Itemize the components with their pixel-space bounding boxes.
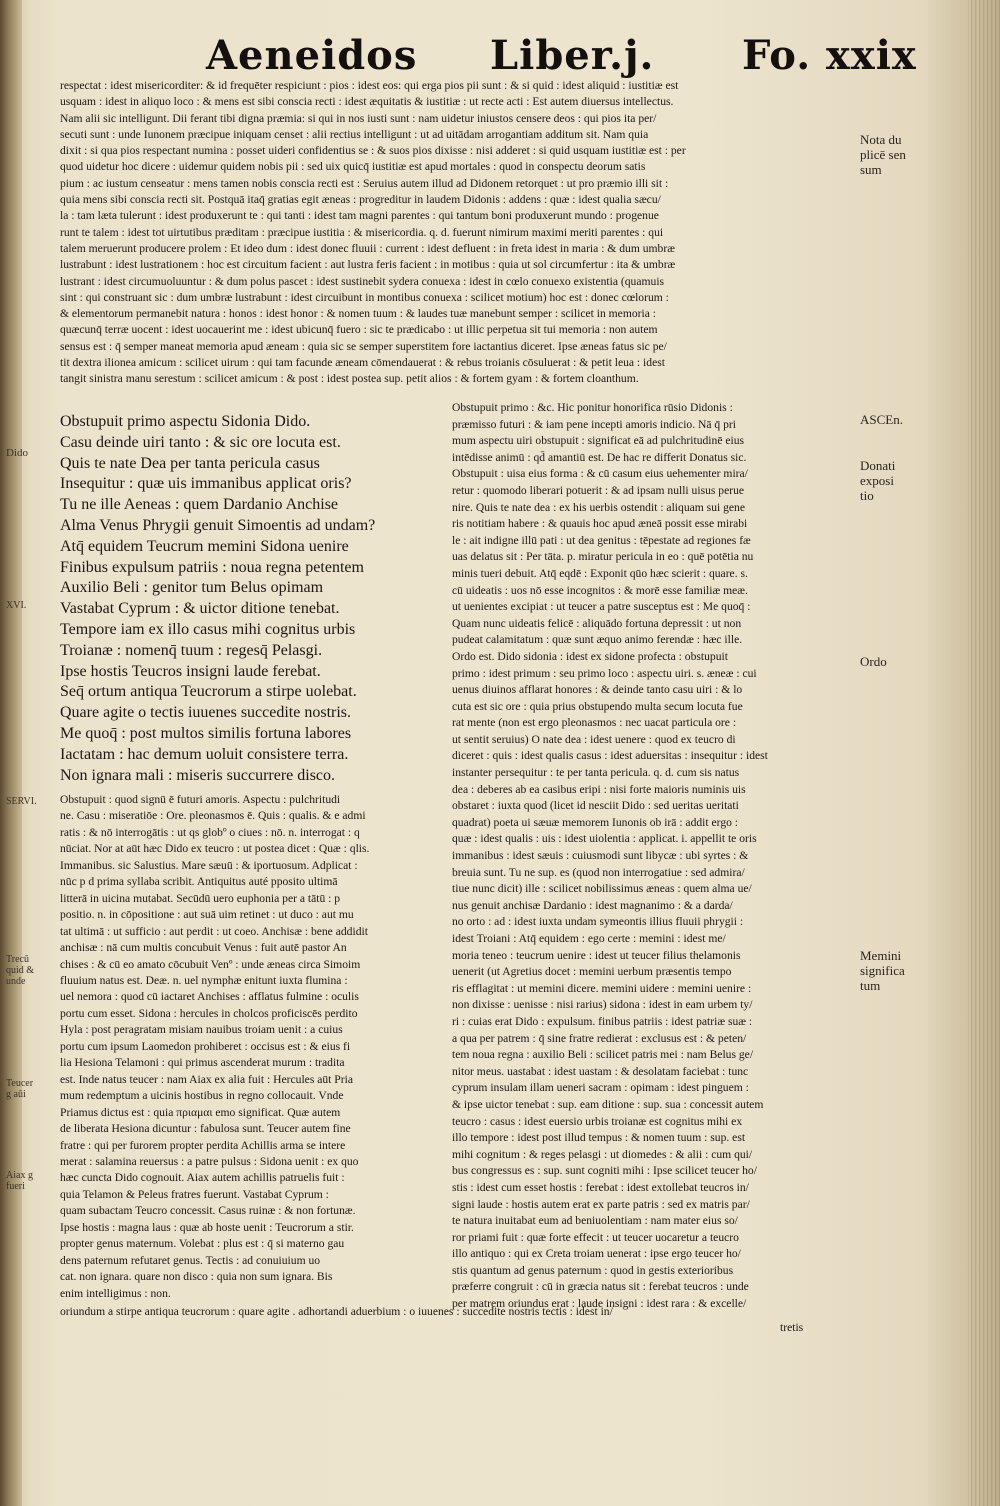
commentary-line: Priamus dictus est : quia πριαμαι emo significat. Quæ autem xyxy=(60,1105,341,1119)
commentary-line: teucro : casus : idest euersio urbis troianæ est cognitus mihi ex xyxy=(452,1114,743,1128)
commentary-line: ratis : & nō interrogātis : ut qs globº o ciues : nō. n. interrogat : q xyxy=(60,825,360,839)
commentary-line: respectat : idest misericorditer: & id frequēter respiciunt : pios : idest eos: qui erga pios pii sunt : & si quid : idest aliquid : iustitiæ est xyxy=(60,79,679,92)
margin-note xyxy=(860,458,895,503)
margin-note-line: plicē sen xyxy=(860,147,906,162)
commentary-line: le : ait indigne illū pati : ut dea genitus : tēpestate ad regiones fæ xyxy=(452,533,751,547)
margin-note xyxy=(860,412,903,427)
commentary-line: sensus est : q̄ semper maneat memoria apud æneam : quia sic se semper superstitem fore iactantius diceret. Ipse æneas fatus sic pe/ xyxy=(60,339,667,353)
margin-note xyxy=(860,132,906,177)
verse-line: Non ignara mali : miseris succurrere disco. xyxy=(60,766,336,784)
commentary-line: nūciat. Nor at aūt hæc Dido ex teucro : ut postea dicet : Quæ : qlis. xyxy=(60,842,370,856)
commentary-line: te natura inuitabat eum ad beniuolentiam : nam mater eius so/ xyxy=(452,1214,738,1228)
commentary-line: ut uenientes excipiat : ut teucer a patre susceptus est : Me quoq̄ : xyxy=(452,600,751,614)
commentary-line: tem noua regna : auxilio Beli : scilicet patris mei : nam Belus ge/ xyxy=(452,1048,754,1062)
commentary-line: ut sentit seruius) O nate dea : idest uenere : quod ex teucro di xyxy=(452,732,736,746)
commentary-line: nus genuit anchisæ Dardanio : idest magnanimo : & a darda/ xyxy=(452,898,733,912)
verse-line: Tempore iam ex illo casus mihi cognitus urbis xyxy=(60,620,356,638)
commentary-line: signi laude : hostis autem erat ex parte patris : sed ex matris par/ xyxy=(452,1197,750,1211)
commentary-line: lustrabunt : idest lustrationem : hoc est circuitum facient : aut lustra feris facient : in motibus : quia ut sol circumfertur : ita & umbræ xyxy=(60,258,676,272)
commentary-line: talem meruerunt producere prolem : Et ideo dum : idest donec fluuii : current : idest defluent : in freta idest in maria : & dum umbræ xyxy=(60,241,675,255)
commentary-line: ne. Casu : miseratiōe : Ore. pleonasmos ē. Quis : qualis. & e admi xyxy=(60,809,366,823)
margin-note-line: Donati xyxy=(860,458,896,473)
commentary-line: idest Troiani : Atq̄ equidem : ego certe : memini : idest me/ xyxy=(452,932,726,945)
commentary-line: sint : qui construant sic : dum umbræ lustrabunt : idest circuibunt in montibus conuexa : scilicet motium) hoc est : donec cœlorum : xyxy=(60,290,669,304)
verse-line: Alma Venus Phrygii genuit Simoentis ad undam? xyxy=(60,516,376,534)
commentary-line: retur : quomodo liberari potuerit : & ad ipsam nulli uisus perue xyxy=(452,483,745,497)
commentary-line: tit dextra ilionea amicum : scilicet uirum : qui tam facunde æneam cōmendauerat : & rebus troianis cōsuluerat : & petit leua : idest xyxy=(60,356,665,370)
verse-line: Finibus expulsum patriis : noua regna petentem xyxy=(60,558,364,576)
commentary-line: nitor meus. uastabat : idest uastam : & desolatam faciebat : tunc xyxy=(452,1064,749,1078)
commentary-line: tiue nunc dicit) ille : scilicet nobilissimus æneas : quem alma ue/ xyxy=(452,882,752,896)
commentary-line: mum redemptum a uicinis hostibus in regno collocauit. Vnde xyxy=(60,1089,344,1103)
commentary-line: dea : deberes ab ea casibus eripi : nisi forte maioris numinis uis xyxy=(452,782,746,796)
commentary-line: bus congressus es : sup. sunt cogniti mihi : Ipse scilicet teucer ho/ xyxy=(452,1164,757,1178)
verse-line: Quis te nate Dea per tanta pericula casus xyxy=(60,454,320,472)
commentary-line: obstaret : iuxta quod (licet id nesciit Dido : sed ueritas ueritati xyxy=(452,799,739,813)
commentary-line: Immanibus. sic Salustius. Mare sæuū : & iportuosum. Adplicat : xyxy=(60,858,358,872)
margin-note-line: Trecū xyxy=(6,954,29,965)
book-spine xyxy=(0,0,22,1506)
commentary-line: minis tueri debuit. Atq̄ eqdē : Exponit qūo hæc scierit : quare. s. xyxy=(452,566,748,580)
margin-note-line: Aiax g xyxy=(6,1170,33,1181)
commentary-line: uenerit (ut Agretius docet : memini uerbum præsentis tempo xyxy=(452,965,732,979)
verse-line: Casu deinde uiri tanto : & sic ore locuta est. xyxy=(60,433,341,451)
commentary-line: hæc cuncta Dido cognouit. Aiax autem achillis patruelis fuit : xyxy=(60,1171,345,1185)
verse-line: Seq̄ ortum antiqua Teucrorum a stirpe uolebat. xyxy=(60,683,357,701)
commentary-line: illo tempore : idest post illud tempus : & nomen tuum : sup. est xyxy=(452,1131,746,1145)
verse-line: Quare agite o tectis iuuenes succedite nostris. xyxy=(60,704,352,722)
margin-note-line: Teucer xyxy=(6,1078,34,1089)
commentary-line: diceret : quis : idest qualis casus : idest aduersitas : insequitur : idest xyxy=(452,749,768,763)
commentary-line: pudeat calamitatum : quæ sunt æquo animo ferendæ : hæc ille. xyxy=(452,633,743,647)
commentary-line: Ordo est. Dido sidonia : idest ex sidone profecta : obstupuit xyxy=(452,649,728,663)
verse-line: Obstupuit primo aspectu Sidonia Dido. xyxy=(60,413,311,430)
verse-text xyxy=(60,412,435,786)
margin-note xyxy=(6,1078,56,1100)
commentary-line: quadrat) poeta ui sæuæ memorem Iunonis ob irā : addit ergo : xyxy=(452,815,739,829)
margin-note-line: exposi xyxy=(860,473,894,488)
commentary-line: oriundum a stirpe antiqua teucrorum : quare agite . adhortandi aduerbium : o iuuenes : succedite nostris tectis : idest in/ xyxy=(60,1305,613,1318)
page-edges xyxy=(968,0,1000,1506)
commentary-line: la : tam læta tulerunt : idest produxerunt te : qui tanti : idest tam magni parentes : qui tantum boni produxerunt mundo : progenue xyxy=(60,209,659,223)
commentary-line: Obstupuit : quod signū ē futuri amoris. Aspectu : pulchritudi xyxy=(60,793,341,806)
verse-line: Ipse hostis Teucros insigni laude ferebat. xyxy=(60,662,321,680)
commentary-line: Nam alii sic intelligunt. Dii ferant tibi digna præmia: si qui in nos iusti sunt : nam uidetur iniustos censere deos : qui pios ita per/ xyxy=(60,111,657,125)
commentary-line: uas delatus sit : Per tāta. p. miratur pericula in eo : quē potētia nu xyxy=(452,550,754,564)
commentary-line: nūc p d prima syllaba scribit. Antiquitus auté pposito ultimā xyxy=(60,875,338,889)
commentary-line: & ipse uictor tenebat : sup. eam ditione : sup. sua : concessit autem xyxy=(452,1097,764,1111)
top-commentary xyxy=(60,78,850,388)
margin-note-line: g aūi xyxy=(6,1089,26,1100)
commentary-line: Ipse hostis : magna laus : quæ ab hoste uenit : Teucrorum a stir. xyxy=(60,1220,354,1234)
commentary-line: uel nemora : quod cū iactaret Anchises : afflatus fulmine : oculis xyxy=(60,990,359,1004)
commentary-line: tat ultimā : ut sufficio : aut perdit : ut coeo. Anchisæ : bene addidit xyxy=(60,924,368,938)
margin-note-line: fueri xyxy=(6,1181,25,1192)
commentary-line: tangit sinistra manu serestum : scilicet amicum : & post : idest postea sup. petit alios : & fortem gyam : & fortem cloanthum. xyxy=(60,372,639,386)
commentary-line: ri : cuias erat Dido : expulsum. finibus patriis : idest patriæ suæ : xyxy=(452,1014,753,1028)
commentary-line: cyprum insulam illam ueneri sacram : opimam : idest pinguem : xyxy=(452,1081,749,1095)
margin-note xyxy=(6,954,56,987)
commentary-line: portu cum esset. Sidona : hercules in cholcos proficiscēs perdito xyxy=(60,1006,358,1020)
commentary-line: de liberata Hesiona dicuntur : fabulosa sunt. Teucer autem fine xyxy=(60,1122,351,1136)
commentary-line: instanter persequitur : te per tanta pericula. q. d. cum sis natus xyxy=(452,766,740,780)
margin-note-line: XVI. xyxy=(6,600,27,611)
margin-note-line: Ordo xyxy=(860,654,887,669)
commentary-line: Quam nunc uideatis felicē : aliquādo fortuna depressit : ut non xyxy=(452,616,742,630)
commentary-line: positio. n. in cōpositione : aut suā uim retinet : ut duco : aut mu xyxy=(60,908,354,922)
commentary-line: secuti sunt : unde Iunonem præcipue iniquam censet : alii rectius intelligunt : ut ad uitādam arrogantiam additum sit. Nam quia xyxy=(60,127,649,141)
commentary-line: quæ : idest qualis : uis : idest uiolentia : applicat. i. appellit te oris xyxy=(452,832,757,846)
verse-line: Insequitur : quæ uis immanibus applicat oris? xyxy=(60,475,352,493)
commentary-line: moria teneo : teucrum uenire : idest ut teucer filius thelamonis xyxy=(452,948,741,962)
verse-line: Me quoq̄ : post multos similis fortuna labores xyxy=(60,724,352,742)
margin-note-line: quid & xyxy=(6,965,35,976)
commentary-line: propter genus maternum. Volebat : plus est : q̄ si materno gau xyxy=(60,1237,345,1251)
commentary-line: per matrem oriundus erat : laude insigni : idest rara : & excelle/ xyxy=(452,1297,747,1311)
commentary-line: mum aspectu uiri obstupuit : significat eā ad pulchritudinē eius xyxy=(452,434,745,448)
commentary-line: enim intelligimus : non. xyxy=(60,1286,171,1300)
verse-line: Vastabat Cyprum : & uictor ditione tenebat. xyxy=(60,600,340,618)
commentary-line: ris notitiam habere : & quauis hoc apud æneā possit esse mirabi xyxy=(452,517,748,531)
commentary-line: mihi cognitum : & reges pelasgi : ut diomedes : & alii : cum qui/ xyxy=(452,1147,753,1161)
margin-note-line: tum xyxy=(860,978,881,993)
running-title-center: Liber.j. xyxy=(490,32,655,79)
commentary-line: Hyla : post peragratam misiam nauibus troiam uenit : a cuius xyxy=(60,1023,343,1037)
commentary-line: cuta est sic ore : quia prius obstupendo multa secum locuta fue xyxy=(452,699,743,713)
commentary-line: quia mens sibi conscia recti sit. Postquā itaq̄ gratias egit æneas : progreditur in laudem Didonis : addens : quæ : idest qualia sæcu/ xyxy=(60,193,661,207)
verse-line: Atq̄ equidem Teucrum memini Sidona uenire xyxy=(60,537,349,555)
margin-note-line: unde xyxy=(6,976,26,987)
margin-note xyxy=(6,448,56,459)
commentary-line: primo : idest primum : seu primo loco : aspectu uiri. s. æneæ : cui xyxy=(452,666,757,680)
margin-note xyxy=(860,654,887,669)
verse-line: Tu ne ille Aeneas : quem Dardanio Anchise xyxy=(60,496,339,514)
commentary-line: est. Inde natus teucer : nam Aiax ex alia fuit : Hercules aūt Pria xyxy=(60,1072,353,1086)
commentary-line: non dixisse : uenisse : nisi rarius) sidona : idest in eam urbem ty/ xyxy=(452,998,753,1012)
margin-note-line: tio xyxy=(860,488,874,503)
commentary-line: illo antiquo : qui ex Creta troiam uenerat : ipse ergo teucer ho/ xyxy=(452,1247,741,1261)
ascensius-commentary xyxy=(452,400,852,1313)
commentary-line: chises : & cū eo amato cōcubuit Venº : unde æneas circa Simoim xyxy=(60,957,361,971)
commentary-line: stis : idest cum esset hostis : ferebat : idest extollebat teucros in/ xyxy=(452,1180,749,1194)
running-title-left: Aeneidos xyxy=(206,32,418,79)
commentary-line: breuia sunt. Tu ne sup. es (quod non interrogatiue : sed admira/ xyxy=(452,865,745,879)
margin-note-line: SERVI. xyxy=(6,796,37,807)
commentary-line: anchisæ : nā cum multis concubuit Venus : fuit autē pastor An xyxy=(60,941,347,955)
commentary-line: usquam : idest in aliquo loco : & mens est sibi conscia recti : idest æquitatis & iustitiæ : ut recte acti : Est autem diuersus intellectus. xyxy=(60,95,674,109)
verse-line: Troianæ : nomenq̄ tuum : regesq̄ Pelasgi. xyxy=(60,641,323,659)
folio-number: Fo. xxix xyxy=(742,32,917,79)
commentary-line: rat mente (non est ergo pleonasmos : nec uacat particula ore : xyxy=(452,716,737,730)
commentary-line: ris efflagitat : ut memini dicere. memini uidere : memini uenire : xyxy=(452,981,752,995)
margin-note-line: sum xyxy=(860,162,882,177)
margin-note xyxy=(6,1170,56,1192)
commentary-line: portu cum ipsum Laomedon prohiberet : occisus est : & eius fi xyxy=(60,1039,351,1053)
commentary-line: merat : salamina reuersus : a patre pulsus : Sidona uenit : ex quo xyxy=(60,1154,359,1168)
commentary-line: runt te talem : idest tot uirtutibus præditam : præcipue iustitia : & misericordia. q. d. fuerunt nimirum maximi meriti parentes : qui xyxy=(60,225,664,239)
margin-note-line: Memini xyxy=(860,948,902,963)
commentary-line: stis quantum ad genus paternum : quod in gestis exterioribus xyxy=(452,1263,734,1277)
margin-note-line: significa xyxy=(860,963,905,978)
commentary-line: nire. Quis te nate dea : ex his uerbis ostendit : aliquam sui gene xyxy=(452,500,745,514)
commentary-line: lia Hesiona Telamoni : qui primus ascenderat murum : tradita xyxy=(60,1056,345,1070)
commentary-line: tretis xyxy=(780,1321,804,1335)
commentary-line: Obstupuit primo : &c. Hic ponitur honorifica rūsio Didonis : xyxy=(452,401,733,414)
commentary-line: præmisso futuri : & iam pene incepti amoris indicio. Nā q̄ pri xyxy=(452,417,736,431)
verse-line: Auxilio Beli : genitor tum Belus opimam xyxy=(60,579,324,597)
commentary-line: quam subactam Teucro concessit. Casus ruinæ : & non fortunæ. xyxy=(60,1204,356,1218)
commentary-line: cū uideatis : uos nō esse incognitos : & morē esse familiæ meæ. xyxy=(452,583,748,597)
commentary-line: uenus diuinos afflarat honores : & deinde tanto casu uiri : & lo xyxy=(452,683,743,697)
commentary-line: quod uidetur hoc dicere : uidemur quidem nobis pii : sed uix quicq̄ iustitiæ est apud mortales : quod in conspectu deorum satis xyxy=(60,160,646,174)
commentary-line: Obstupuit : uisa eius forma : & cū casum eius uehementer mira/ xyxy=(452,467,748,481)
commentary-line: dixit : si qua pios respectant numina : posset uideri confidentius se : & suos pios dixisse : nisi adderet : si quid usquam iustitiæ est : per xyxy=(60,144,686,158)
margin-note xyxy=(6,796,56,807)
margin-note-line: Nota du xyxy=(860,132,902,147)
commentary-line: dens paternum refutaret genus. Tectis : ad conuiuium uo xyxy=(60,1253,321,1267)
commentary-line: fratre : qui per furorem propter perdita Achillis arma se intere xyxy=(60,1138,346,1152)
commentary-line: fluuium natus est. Deæ. n. uel nymphæ enitunt iuxta flumina : xyxy=(60,973,348,987)
commentary-line: immanibus : idest sæuis : cuiusmodi sunt libycæ : ubi syrtes : & xyxy=(452,849,749,863)
commentary-line: præferre congruit : cū in græcia natus sit : ferebat teucros : unde xyxy=(452,1280,749,1294)
commentary-line: pium : ac iustum censeatur : mens tamen nobis conscia recti est : Seruius autem illud ad Didonem retorquet : ut pro præmio illi sit : xyxy=(60,176,669,190)
margin-note xyxy=(6,600,56,611)
commentary-line: quæcunq̄ terræ uocent : idest uocauerint me : idest ubicunq̄ fuero : sic te prædicabo : ut illic perpetua sit tui memoria : non autem xyxy=(60,323,658,337)
bottom-commentary xyxy=(60,1304,850,1337)
commentary-line: & elementorum permanebit natura : honos : idest honor : & nomen tuum : & laudes tuæ manebunt semper : scilicet in memoria : xyxy=(60,307,656,321)
margin-note xyxy=(860,948,905,993)
commentary-line: cat. non ignara. quare non disco : quia non sum ignara. Bis xyxy=(60,1270,333,1284)
commentary-line: litterā in uicina mutabat. Secūdū uero euphonia per a tātū : p xyxy=(60,891,341,905)
commentary-line: a qua per patrem : q̄ sine fratre redierat : exclusus est : & peten/ xyxy=(452,1031,747,1045)
commentary-line: lustrant : idest circumuoluuntur : & dum polus pascet : idest sustinebit sydera conuexa : idest in cœlo conuexo existentia (quamuis xyxy=(60,274,665,288)
commentary-line: intēdisse animū : qd̄ amantiū est. De hac re differit Donatus sic. xyxy=(452,450,747,464)
verse-line: Iactatam : hac demum uoluit consistere terra. xyxy=(60,745,349,763)
commentary-line: no orto : ad : idest iuxta undam symeontis illius fluuii phrygii : xyxy=(452,915,744,929)
margin-note-line: Dido xyxy=(6,448,28,459)
commentary-line: ror priami fuit : quæ forte effecit : ut teucer uocaretur a teucro xyxy=(452,1230,739,1244)
commentary-line: quia Telamon & Peleus fratres fuerunt. Vastabat Cyprum : xyxy=(60,1187,329,1201)
margin-note-line: ASCEn. xyxy=(860,412,903,427)
servius-commentary xyxy=(60,792,440,1302)
